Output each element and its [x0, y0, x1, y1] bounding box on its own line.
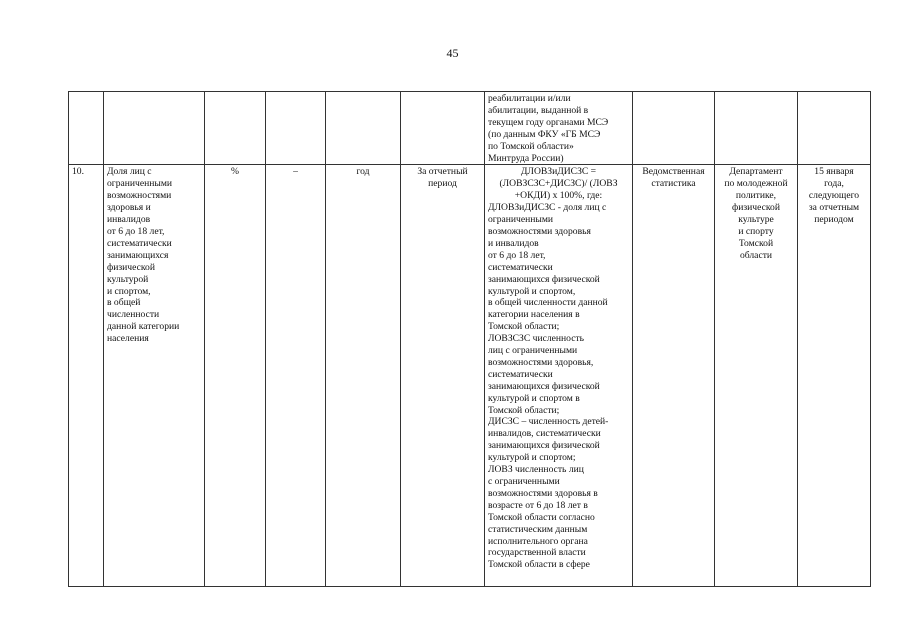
continuation-row	[69, 92, 871, 165]
indicator-unit: %	[205, 165, 266, 587]
indicator-name: Доля лиц с ограниченными возможностями здоровья и инвалидов от 6 до 18 лет, систематически занимающихся физической культурой и спортом, в общей численности данной категории населения	[104, 165, 205, 587]
indicator-deadline: 15 января года, следующего за отчетным периодом	[798, 165, 871, 587]
cell-deadline	[798, 92, 871, 165]
indicator-time-characteristic: За отчетный период	[401, 165, 485, 587]
cell-number	[69, 92, 104, 165]
indicator-dynamics: –	[266, 165, 326, 587]
cell-method-continuation: реабилитации и/или абилитации, выданной в текущем году органами МСЭ (по данным ФКУ «ГБ МСЭ по Томской области» Минтруда России)	[485, 92, 633, 165]
indicator-number: 10.	[69, 165, 104, 587]
indicator-source: Ведомственная статистика	[633, 165, 715, 587]
indicators-table	[68, 91, 871, 587]
page-number: 45	[446, 46, 459, 60]
indicator-responsible: Департамент по молодежной политике, физической культуре и спорту Томской области	[715, 165, 798, 587]
cell-name	[104, 92, 205, 165]
indicator-row-10	[69, 165, 871, 587]
cell-time-characteristic	[401, 92, 485, 165]
indicator-method-cell	[485, 165, 633, 587]
cell-responsible	[715, 92, 798, 165]
cell-dynamics	[266, 92, 326, 165]
indicator-formula-text: ДЛОВЗиДИСЗС - доля лиц с ограниченными возможностями здоровья и инвалидов от 6 до 18 лет, систематически занимающихся физической культурой и спортом, в общей численности данной категории населения в Томской области; ЛОВЗСЗС численность лиц с ограниченными возможностями здоровья, систематически занимающихся физической культурой и спортом в Томской области; ДИСЗС – численность детей- инвалидов, систематически занимающихся физической культурой и спортом; ЛОВЗ численность лиц с ограниченными возможностями здоровья в возрасте от 6 до 18 лет в Томской области согласно статистическим данным исполнительного органа государственной власти Томской области в сфере	[488, 202, 609, 571]
cell-periodicity	[326, 92, 401, 165]
indicator-periodicity: год	[326, 165, 401, 587]
indicator-formula-header: ДЛОВЗиДИСЗС = (ЛОВЗСЗС+ДИСЗС)/ (ЛОВЗ +ОКДИ) x 100%, где:	[499, 166, 618, 202]
cell-source	[633, 92, 715, 165]
cell-unit	[205, 92, 266, 165]
